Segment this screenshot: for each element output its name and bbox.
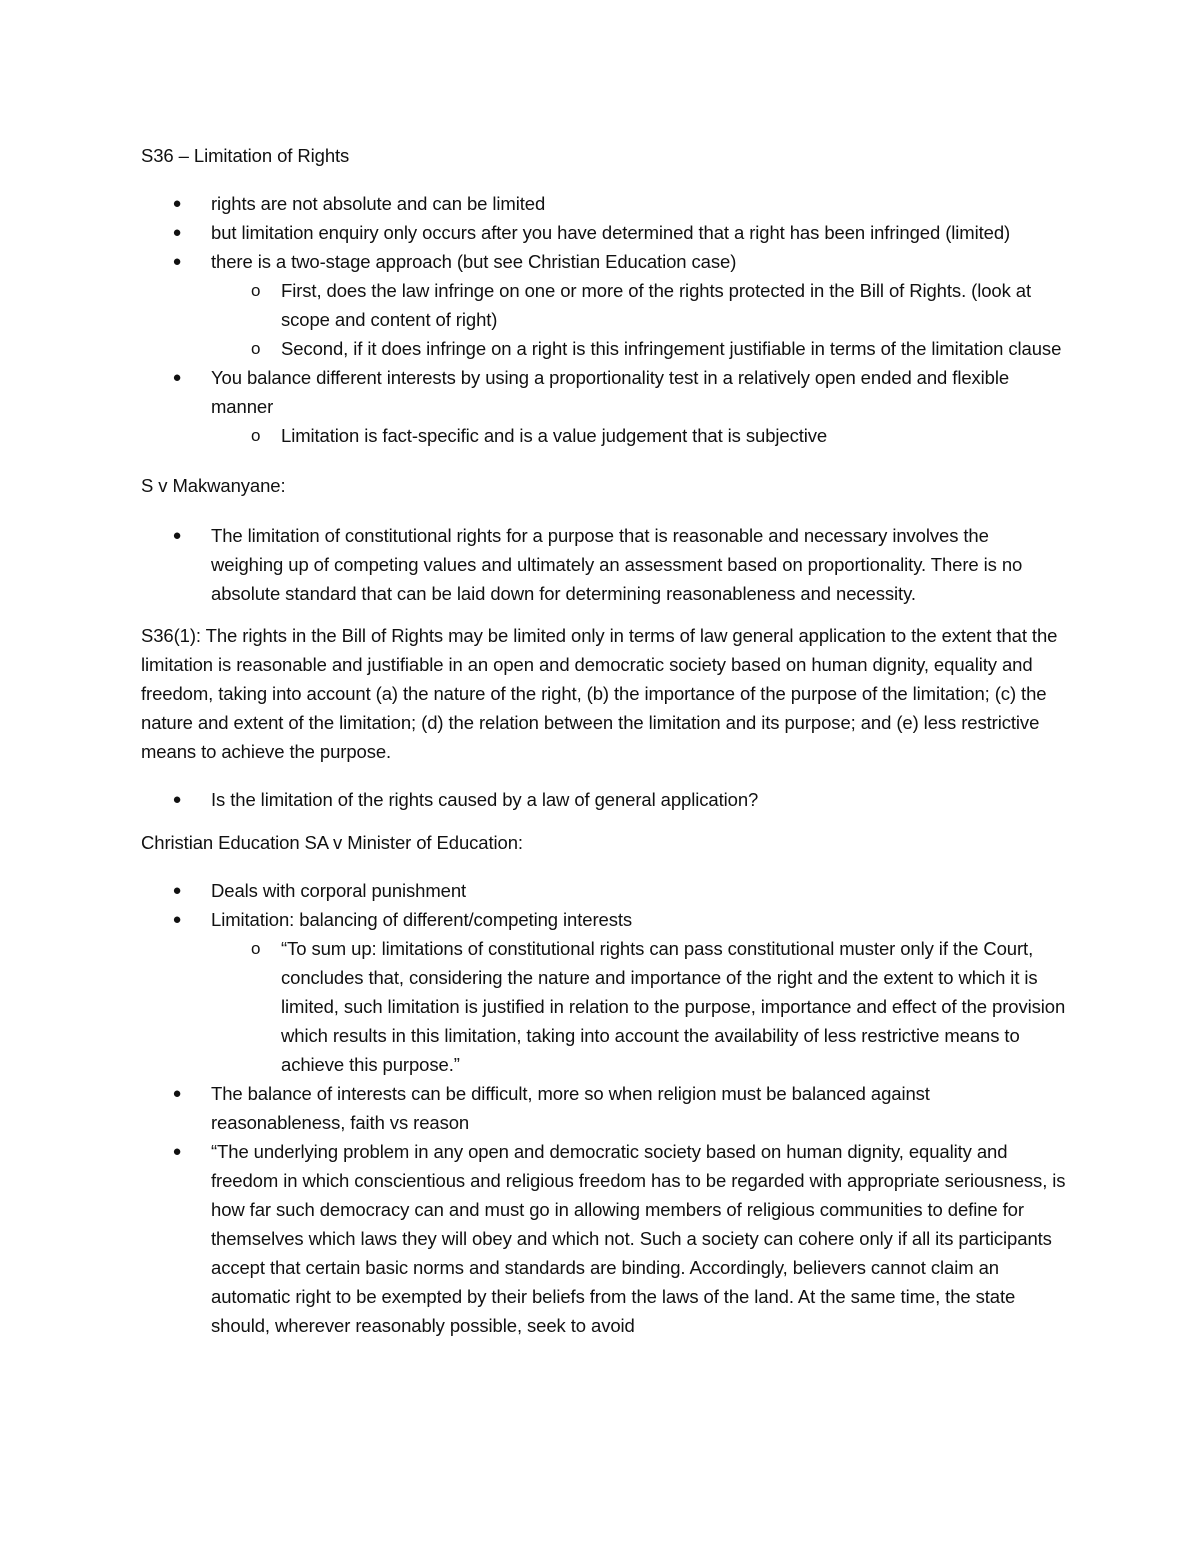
bullet-icon: ● (172, 911, 182, 928)
sub-list-item: o Limitation is fact-specific and is a value judgement that is subjective (211, 421, 1066, 450)
list-item: ● Deals with corporal punishment (141, 876, 1066, 905)
list-item: ● “The underlying problem in any open and democratic society based on human dignity, equality and freedom in which conscientious and religious freedom has to be regarded with appropriate seriousness, is how far such democracy can and must go in allowing members of religious communities to define for themselves which laws they will obey and which not. Such a society can cohere only if all its participants accept that certain basic norms and standards are binding. Accordingly, believers cannot claim an automatic right to be exempted by their beliefs from the laws of the land. At the same time, the state should, wherever reasonably possible, seek to avoid (141, 1137, 1066, 1340)
limitation-bullet-list (141, 189, 1066, 450)
list-item: ● but limitation enquiry only occurs after you have determined that a right has been infringed (limited) (141, 218, 1066, 247)
balance-sublist (211, 421, 1066, 450)
list-item: ● Limitation: balancing of different/competing interests o “To sum up: limitations of constitutional rights can pass constitutional muster only if the Court, concludes that, considering the nature and importance of the right and the extent to which it is limited, such limitation is justified in relation to the purpose, importance and effect of the provision which results in this limitation, taking into account the availability of less restrictive means to achieve this purpose.” (141, 905, 1066, 1079)
sub-bullet-icon: o (251, 939, 261, 958)
s36-1-paragraph: S36(1): The rights in the Bill of Rights may be limited only in terms of law general application to the extent that the limitation is reasonable and justifiable in an open and democratic society based on human dignity, equality and freedom, taking into account (a) the nature of the right, (b) the importance of the purpose of the limitation; (c) the nature and extent of the limitation; (d) the relation between the limitation and its purpose; and (e) less restrictive means to achieve the purpose. (141, 625, 1058, 762)
sub-list-item: o “To sum up: limitations of constitutional rights can pass constitutional muster only if the Court, concludes that, considering the nature and importance of the right and the extent to which it is limited, such limitation is justified in relation to the purpose, importance and effect of the provision which results in this limitation, taking into account the availability of less restrictive means to achieve this purpose.” (211, 934, 1066, 1079)
christian-education-bullet-list (141, 876, 1066, 1340)
list-item: ● You balance different interests by using a proportionality test in a relatively open ended and flexible manner o Limitation is fact-specific and is a value judgement that is subjective (141, 363, 1066, 450)
sub-bullet-icon: o (251, 426, 261, 445)
bullet-icon: ● (172, 882, 182, 899)
sub-list-item: o Second, if it does infringe on a right is this infringement justifiable in terms of the limitation clause (211, 334, 1066, 363)
list-item: ● The limitation of constitutional rights for a purpose that is reasonable and necessary involves the weighing up of competing values and ultimately an assessment based on proportionality. There is no absolute standard that can be laid down for determining reasonableness and necessity. (141, 521, 1066, 608)
bullet-icon: ● (172, 224, 182, 241)
sub-bullet-icon: o (251, 339, 261, 358)
sub-bullet-icon: o (251, 281, 261, 300)
bullet-icon: ● (172, 369, 182, 386)
limitation-quote-sublist (211, 934, 1066, 1079)
bullet-icon: ● (172, 527, 182, 544)
s36-bullet-list (141, 785, 1066, 814)
list-item: ● there is a two-stage approach (but see Christian Education case) o First, does the law infringe on one or more of the rights protected in the Bill of Rights. (look at scope and content of right) o Second, if it does infringe on a right is this infringement justifiable in terms of the limitation clause (141, 247, 1066, 363)
bullet-icon: ● (172, 195, 182, 212)
section-heading-christian-education: Christian Education SA v Minister of Education: (141, 832, 523, 853)
section-heading-limitation: S36 – Limitation of Rights (141, 145, 350, 166)
section-heading-makwanyane: S v Makwanyane: (141, 475, 286, 496)
list-item: ● The balance of interests can be difficult, more so when religion must be balanced against reasonableness, faith vs reason (141, 1079, 1066, 1137)
list-item: ● Is the limitation of the rights caused by a law of general application? (141, 785, 1066, 814)
list-item: ● rights are not absolute and can be limited (141, 189, 1066, 218)
document-body (141, 141, 1066, 1340)
bullet-icon: ● (172, 1143, 182, 1160)
bullet-icon: ● (172, 253, 182, 270)
bullet-icon: ● (172, 1085, 182, 1102)
bullet-icon: ● (172, 791, 182, 808)
sub-list-item: o First, does the law infringe on one or more of the rights protected in the Bill of Rights. (look at scope and content of right) (211, 276, 1066, 334)
makwanyane-bullet-list (141, 521, 1066, 608)
two-stage-sublist (211, 276, 1066, 363)
